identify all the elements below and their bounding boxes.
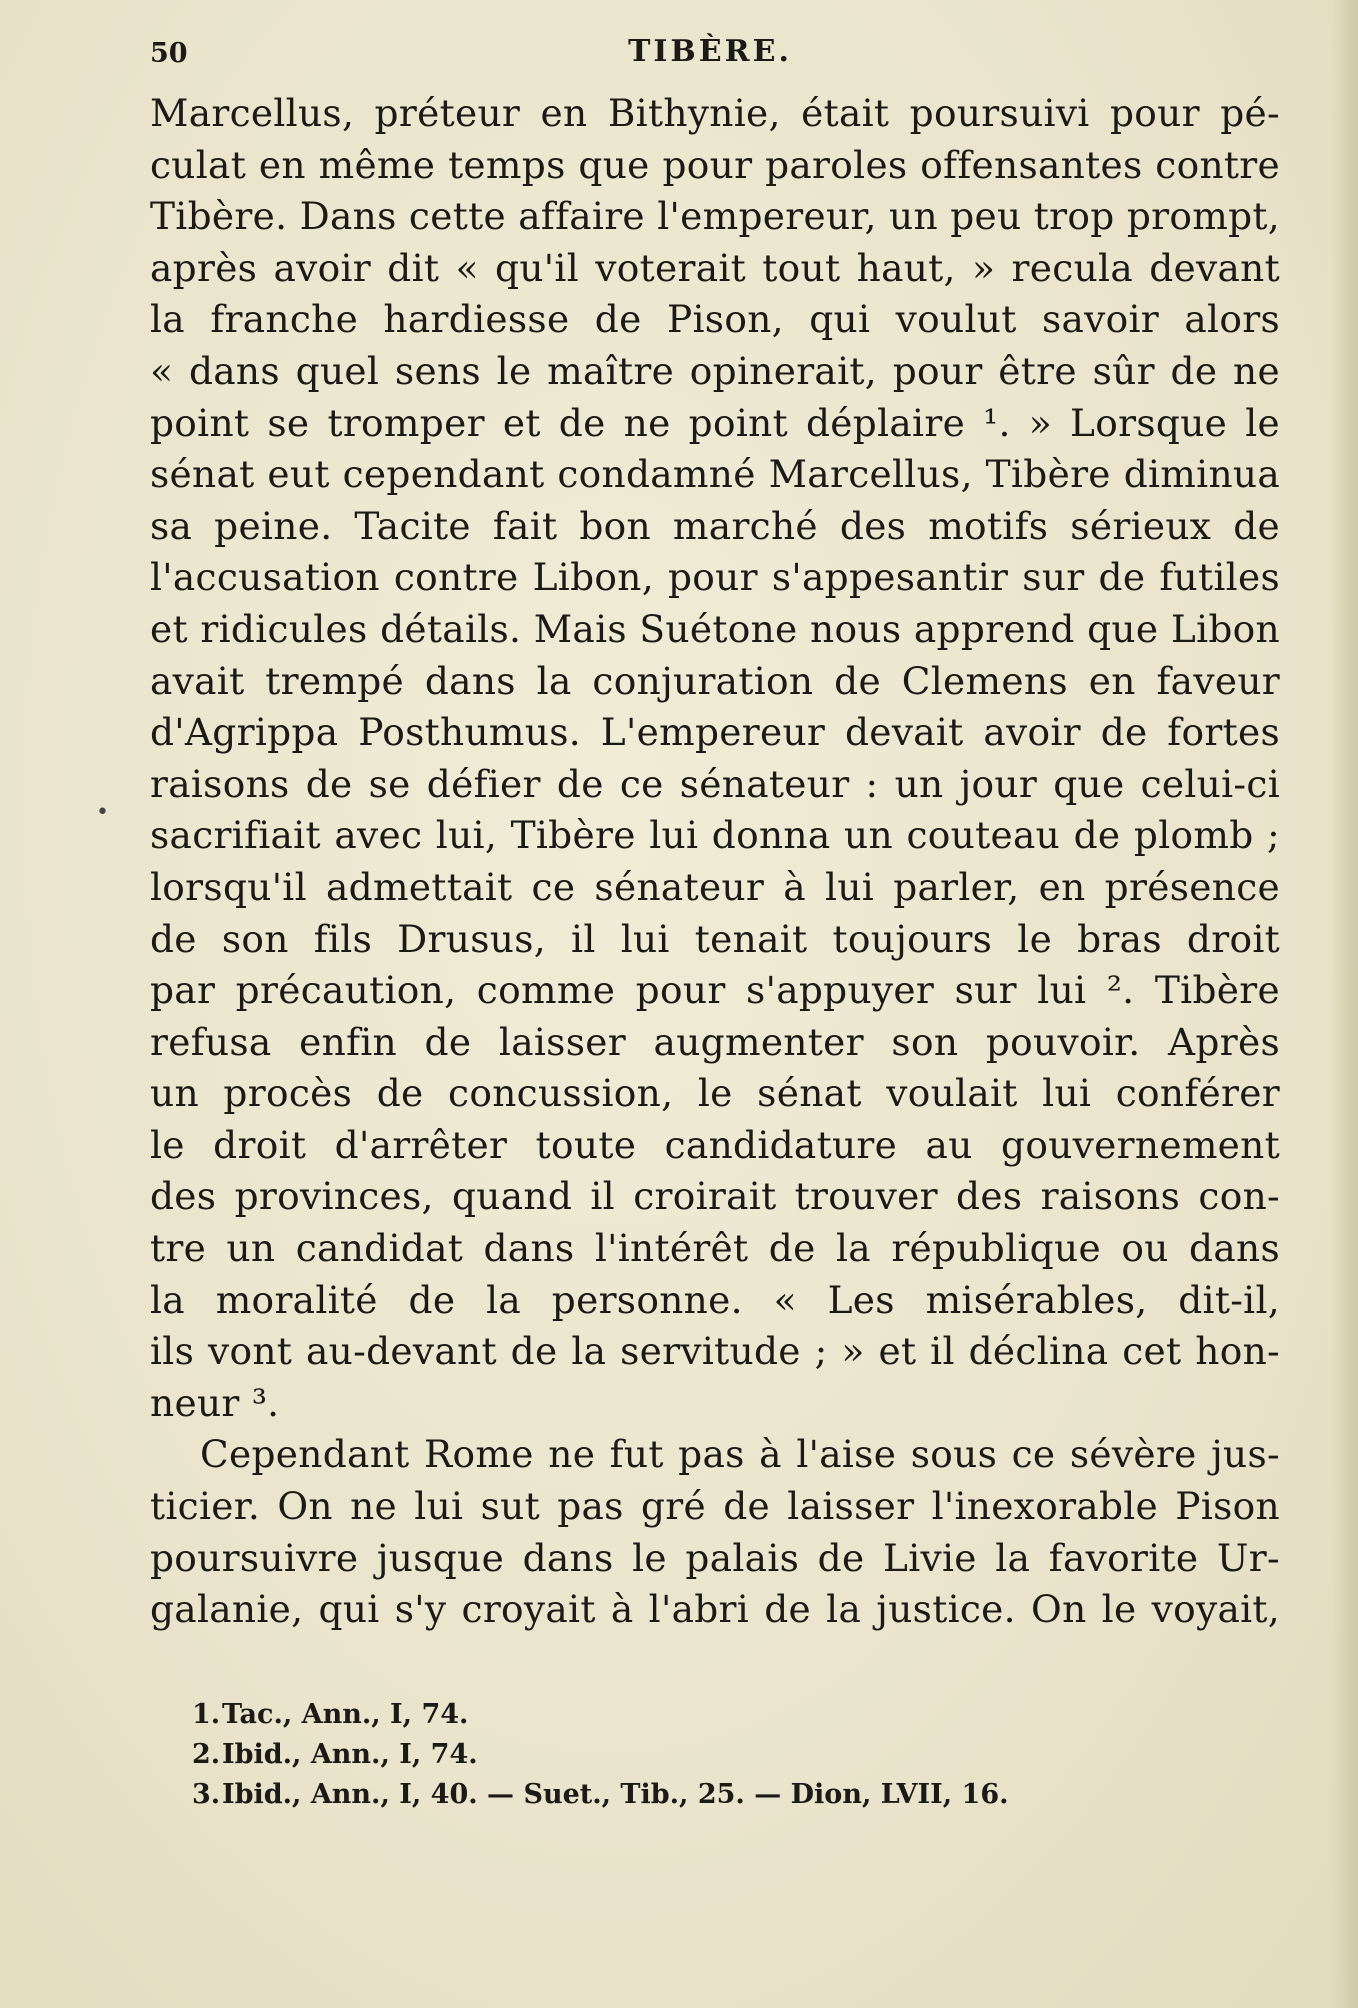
text-line: par précaution, comme pour s'appuyer sur lui ². Tibère bbox=[150, 968, 1280, 1013]
paragraph-1 bbox=[150, 88, 1280, 1429]
paragraph-2 bbox=[150, 1429, 1280, 1635]
footnotes bbox=[192, 1695, 1192, 1815]
page-header bbox=[150, 34, 1280, 84]
footnote bbox=[192, 1695, 1192, 1735]
text-line: Tibère. Dans cette affaire l'empereur, un peu trop prompt, bbox=[150, 194, 1280, 239]
footnote bbox=[192, 1775, 1192, 1815]
text-line: la franche hardiesse de Pison, qui voulut savoir alors bbox=[150, 297, 1280, 342]
text-line: point se tromper et de ne point déplaire ¹. » Lorsque le bbox=[150, 400, 1280, 445]
text-line: galanie, qui s'y croyait à l'abri de la justice. On le voyait, bbox=[150, 1587, 1280, 1632]
text-line: ticier. On ne lui sut pas gré de laisser l'inexorable Pison bbox=[150, 1484, 1280, 1529]
text-line: avait trempé dans la conjuration de Clemens en faveur bbox=[150, 658, 1280, 703]
text-line: culat en même temps que pour paroles offensantes contre bbox=[150, 142, 1280, 187]
text-line: Cependant Rome ne fut pas à l'aise sous ce sévère jus- bbox=[200, 1432, 1280, 1477]
footnote-number: 3. bbox=[192, 1779, 221, 1810]
text-line: ils vont au-devant de la servitude ; » et il déclina cet hon- bbox=[150, 1329, 1280, 1374]
text-line: l'accusation contre Libon, pour s'appesantir sur de futiles bbox=[150, 555, 1280, 600]
footnote-number: 1. bbox=[192, 1699, 221, 1730]
footnote-text: Tac., Ann., I, 74. bbox=[222, 1699, 469, 1730]
footnote-number: 2. bbox=[192, 1739, 221, 1770]
page-number: 50 bbox=[150, 38, 188, 69]
body-text bbox=[150, 88, 1280, 1636]
text-line: refusa enfin de laisser augmenter son pouvoir. Après bbox=[150, 1019, 1280, 1064]
text-line: « dans quel sens le maître opinerait, pour être sûr de ne bbox=[150, 348, 1280, 393]
footnote-text: Ibid., Ann., I, 74. bbox=[222, 1739, 478, 1770]
text-line: Marcellus, préteur en Bithynie, était poursuivi pour pé- bbox=[150, 91, 1280, 135]
text-line: des provinces, quand il croirait trouver des raisons con- bbox=[150, 1174, 1280, 1219]
text-line: lorsqu'il admettait ce sénateur à lui parler, en présence bbox=[150, 864, 1280, 909]
text-line: sa peine. Tacite fait bon marché des motifs sérieux de bbox=[150, 503, 1280, 548]
running-title: TIBÈRE. bbox=[628, 34, 792, 69]
footnote-text: Ibid., Ann., I, 40. — Suet., Tib., 25. — Dion, LVII, 16. bbox=[222, 1779, 1009, 1810]
text-line: et ridicules détails. Mais Suétone nous apprend que Libon bbox=[150, 606, 1280, 651]
text-line: après avoir dit « qu'il voterait tout haut, » recula devant bbox=[150, 245, 1280, 290]
text-line: sénat eut cependant condamné Marcellus, Tibère diminua bbox=[150, 452, 1280, 497]
text-line: sacrifiait avec lui, Tibère lui donna un couteau de plomb ; bbox=[150, 813, 1280, 858]
text-line: un procès de concussion, le sénat voulait lui conférer bbox=[150, 1071, 1280, 1116]
text-line: raisons de se défier de ce sénateur : un jour que celui-ci bbox=[150, 761, 1280, 806]
text-line: le droit d'arrêter toute candidature au gouvernement bbox=[150, 1122, 1280, 1167]
text-line: la moralité de la personne. « Les misérables, dit-il, bbox=[150, 1277, 1280, 1322]
page-edge-shadow bbox=[1330, 0, 1358, 2008]
footnote bbox=[192, 1735, 1192, 1775]
text-line: neur ³. bbox=[150, 1380, 280, 1425]
margin-dot: • bbox=[96, 800, 109, 825]
text-line: tre un candidat dans l'intérêt de la république ou dans bbox=[150, 1226, 1280, 1271]
text-line: poursuivre jusque dans le palais de Livie la favorite Ur- bbox=[150, 1535, 1280, 1580]
text-line: d'Agrippa Posthumus. L'empereur devait avoir de fortes bbox=[150, 710, 1280, 755]
text-line: de son fils Drusus, il lui tenait toujours le bras droit bbox=[150, 916, 1280, 961]
